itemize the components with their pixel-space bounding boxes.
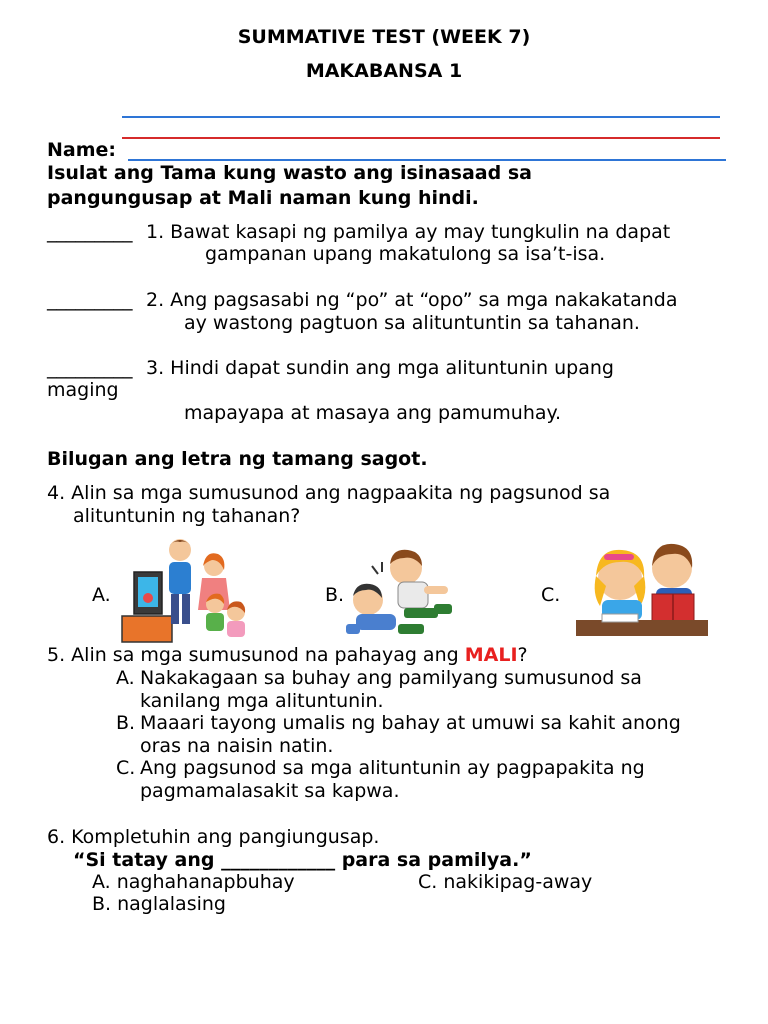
- item3-line1b: maging: [47, 379, 119, 401]
- q4-option-b[interactable]: B.: [325, 584, 345, 606]
- section1-instruction-line2: pangungusap at Mali naman kung hindi.: [47, 187, 479, 209]
- q5-option-b-line2: oras na naisin natin.: [140, 735, 334, 757]
- q6-option-c[interactable]: C. nakikipag-away: [418, 871, 593, 893]
- name-label: Name:: [47, 139, 117, 161]
- q5-option-c-line2: pagmamalasakit sa kapwa.: [140, 780, 400, 802]
- q4-option-a[interactable]: A.: [92, 584, 111, 606]
- q4-line2: alituntunin ng tahanan?: [73, 505, 301, 527]
- red-rule: [122, 137, 720, 139]
- subject-title: MAKABANSA 1: [305, 60, 463, 82]
- blue-rule-1: [122, 116, 720, 118]
- q6-sentence: “Si tatay ang ____________ para sa pamilya.”: [73, 849, 532, 871]
- item1-line2: gampanan upang makatulong sa isa’t-isa.: [205, 243, 606, 265]
- item2-line2: ay wastong pagtuon sa alituntuntin sa tahanan.: [184, 312, 640, 334]
- q4-option-c[interactable]: C.: [541, 584, 561, 606]
- item1-line1: 1. Bawat kasapi ng pamilya ay may tungkulin na dapat: [146, 221, 671, 243]
- q6-line1: 6. Kompletuhin ang pangiungusap.: [47, 826, 380, 848]
- q5-prefix: 5. Alin sa mga sumusunod na pahayag ang: [47, 644, 465, 666]
- answer-blank-2[interactable]: _________: [47, 289, 133, 311]
- q4-line1: 4. Alin sa mga sumusunod ang nagpaakita ng pagsunod sa: [47, 482, 611, 504]
- q5-option-c-line1: Ang pagsunod sa mga alituntunin ay pagpapakita ng: [140, 757, 645, 779]
- answer-blank-1[interactable]: _________: [47, 221, 133, 243]
- q5-option-a-letter[interactable]: A.: [116, 667, 135, 689]
- q5-suffix: ?: [517, 644, 528, 666]
- q5-option-c-letter[interactable]: C.: [116, 757, 136, 779]
- q6-option-b[interactable]: B. naglalasing: [92, 893, 226, 915]
- answer-blank-3[interactable]: _________: [47, 357, 133, 379]
- q5-option-a-line2: kanilang mga alituntunin.: [140, 690, 384, 712]
- fighting-boys-image: [342, 544, 467, 640]
- q5-option-b-line1: Maaari tayong umalis ng bahay at umuwi sa kahit anong: [140, 712, 681, 734]
- section1-instruction-line1: Isulat ang Tama kung wasto ang isinasaad sa: [47, 162, 532, 184]
- q5-question: [47, 644, 528, 667]
- q5-option-a-line1: Nakakagaan sa buhay ang pamilyang sumusunod sa: [140, 667, 642, 689]
- item3-line2: mapayapa at masaya ang pamumuhay.: [184, 402, 562, 424]
- family-watching-tv-image: [120, 536, 255, 644]
- q5-highlight: MALI: [464, 644, 518, 666]
- item2-line1: 2. Ang pagsasabi ng “po” at “opo” sa mga nakakatanda: [146, 289, 678, 311]
- item3-line1: 3. Hindi dapat sundin ang mga alituntunin upang: [146, 357, 614, 379]
- q5-option-b-letter[interactable]: B.: [116, 712, 136, 734]
- test-title: SUMMATIVE TEST (WEEK 7): [237, 26, 531, 48]
- children-reading-image: [572, 536, 712, 638]
- q6-option-a[interactable]: A. naghahanapbuhay: [92, 871, 295, 893]
- name-line[interactable]: [128, 159, 726, 161]
- section2-instruction: Bilugan ang letra ng tamang sagot.: [47, 448, 428, 470]
